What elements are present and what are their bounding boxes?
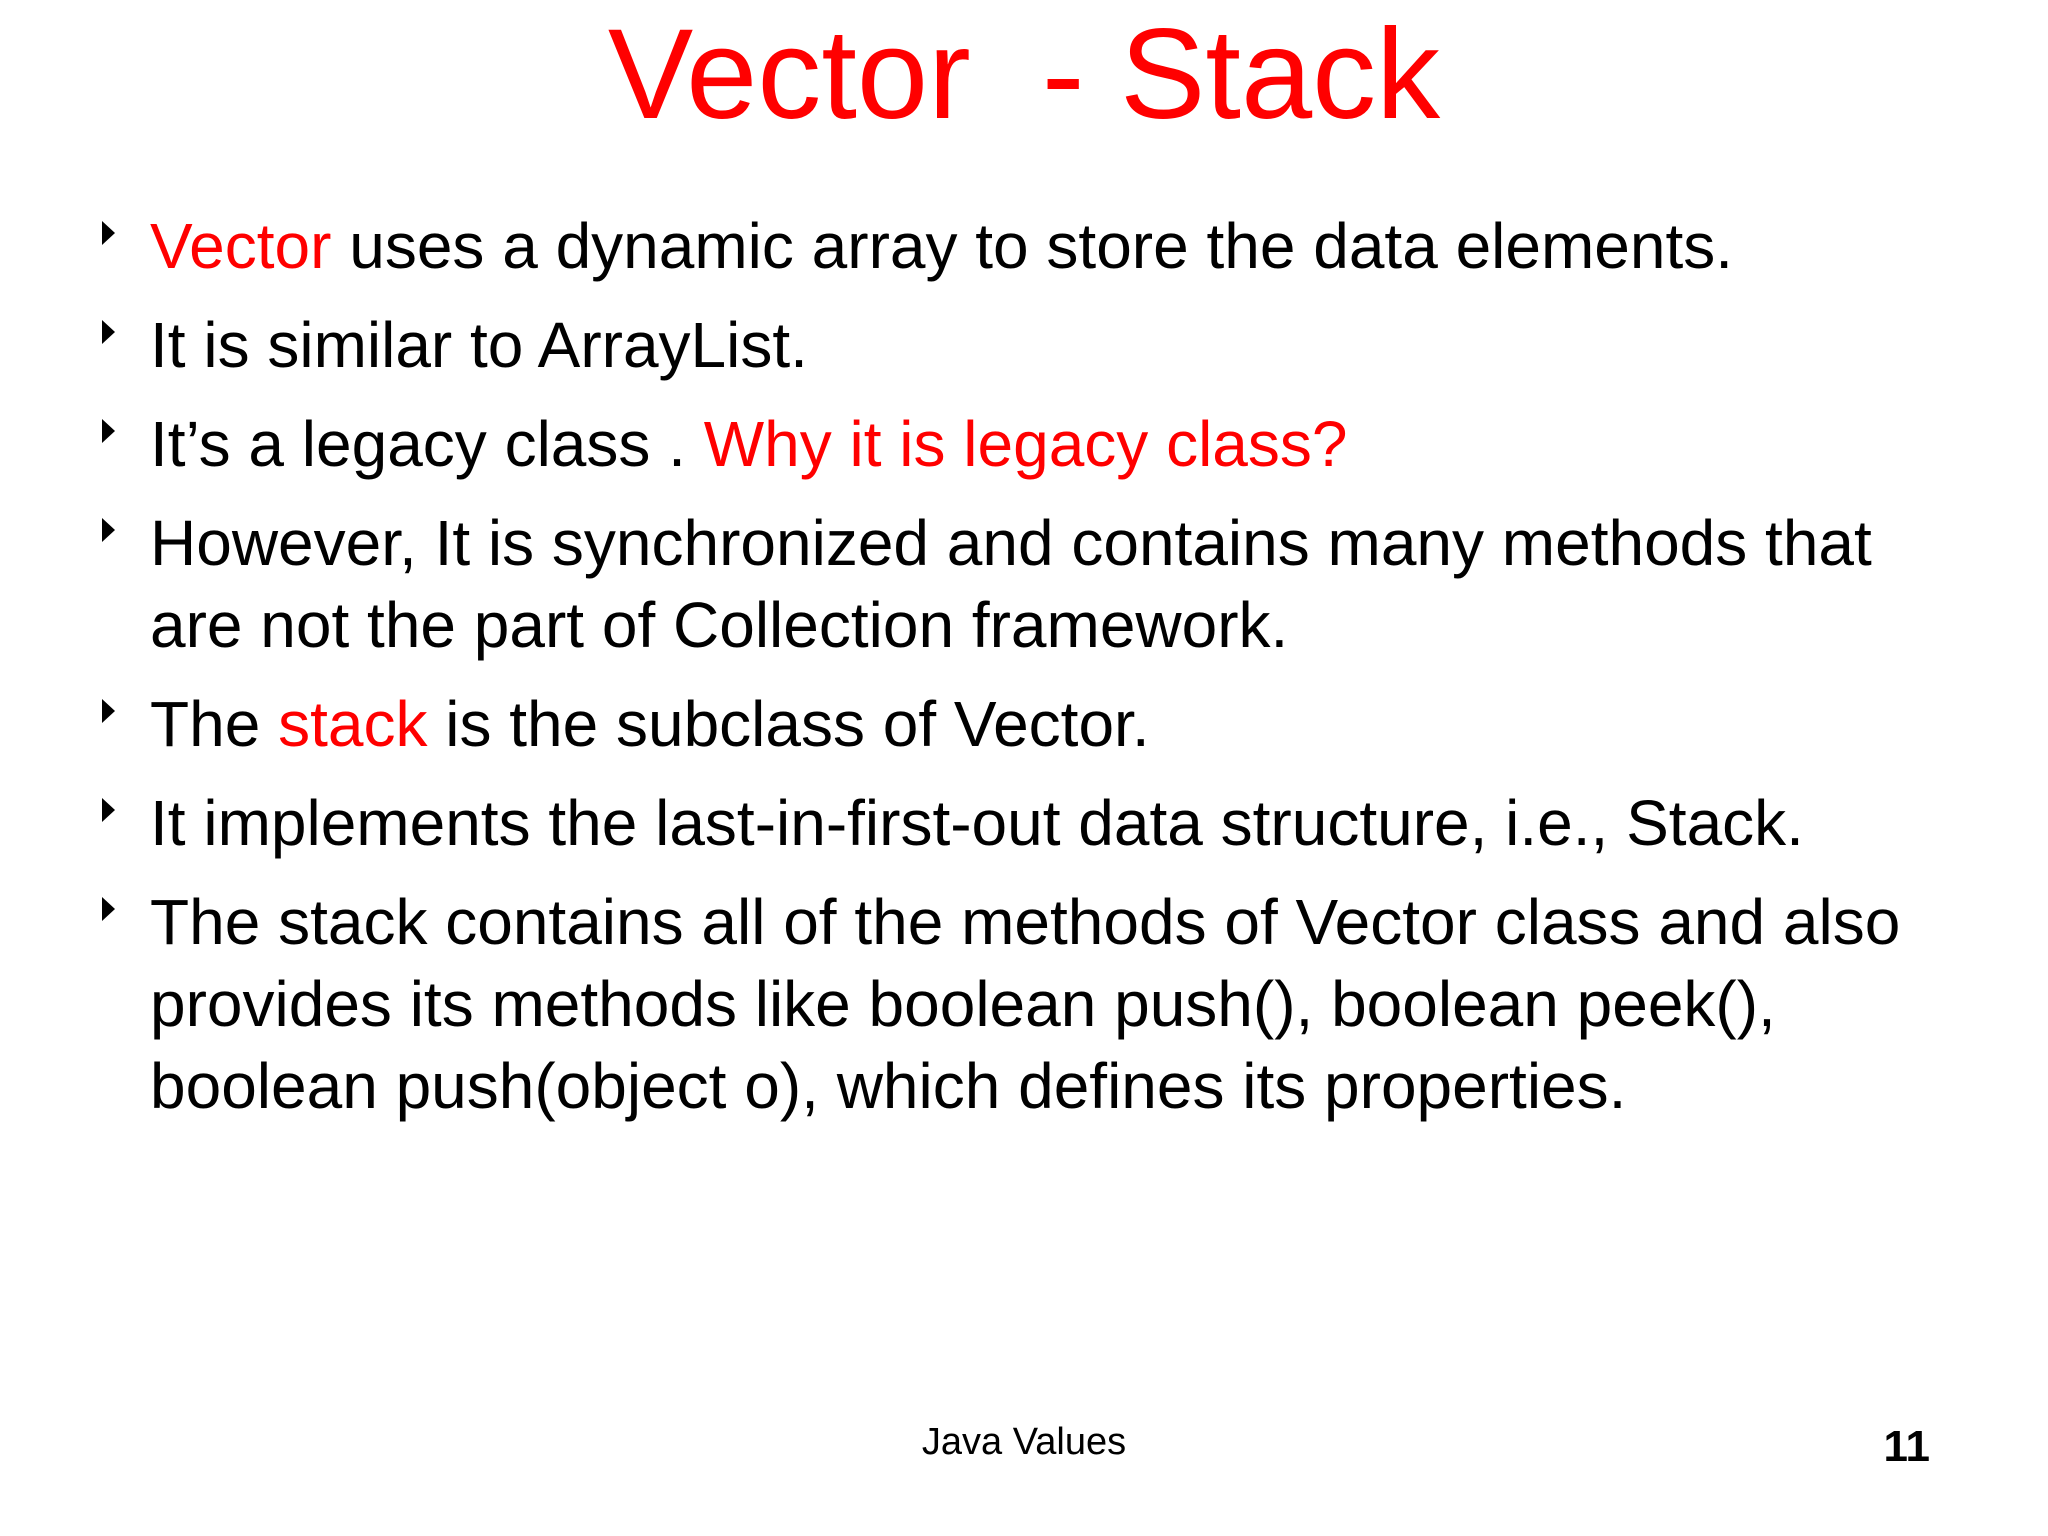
bullet-text: It implements the last-in-first-out data structure, i.e., Stack. <box>150 787 1804 859</box>
bullet-triangle-icon <box>102 320 115 344</box>
highlighted-text: Vector <box>150 210 332 282</box>
bullet-line <box>150 304 2036 386</box>
bullet-item <box>96 782 2036 864</box>
bullet-line <box>150 683 2036 765</box>
bullet-line <box>150 782 2036 864</box>
bullet-line <box>150 881 2036 963</box>
bullet-line <box>150 1045 2036 1127</box>
bullet-text: uses a dynamic array to store the data elements. <box>331 210 1734 282</box>
bullet-line <box>150 502 2036 584</box>
bullet-text: It is similar to ArrayList. <box>150 309 808 381</box>
highlighted-text: stack <box>278 688 428 760</box>
bullet-text: are not the part of Collection framework. <box>150 589 1289 661</box>
page-number: 11 <box>1883 1422 1930 1471</box>
bullet-line <box>150 584 2036 666</box>
bullet-text: The <box>150 688 279 760</box>
bullet-triangle-icon <box>102 897 115 921</box>
bullet-item <box>96 403 2036 485</box>
bullet-triangle-icon <box>102 221 115 245</box>
bullet-line <box>150 963 2036 1045</box>
bullet-line <box>150 205 2036 287</box>
bullet-text: The stack contains all of the methods of Vector class and also <box>150 886 1901 958</box>
bullet-triangle-icon <box>102 518 115 542</box>
bullet-text: boolean push(object o), which defines its properties. <box>150 1050 1627 1122</box>
bullet-line <box>150 403 2036 485</box>
bullet-item <box>96 881 2036 1127</box>
bullet-triangle-icon <box>102 419 115 443</box>
bullet-triangle-icon <box>102 798 115 822</box>
footer-text: Java Values <box>921 1421 1127 1463</box>
bullet-text: However, It is synchronized and contains many methods that <box>150 507 1872 579</box>
bullet-text: provides its methods like boolean push(), boolean peek(), <box>150 968 1776 1040</box>
bullet-text: is the subclass of Vector. <box>427 688 1150 760</box>
bullet-list <box>96 205 2036 1144</box>
slide-title: Vector - Stack <box>607 3 1441 146</box>
bullet-item <box>96 683 2036 765</box>
bullet-triangle-icon <box>102 699 115 723</box>
bullet-item <box>96 304 2036 386</box>
highlighted-text: Why it is legacy class? <box>703 408 1348 480</box>
bullet-item <box>96 502 2036 666</box>
bullet-item <box>96 205 2036 287</box>
bullet-text: It’s a legacy class . <box>150 408 704 480</box>
